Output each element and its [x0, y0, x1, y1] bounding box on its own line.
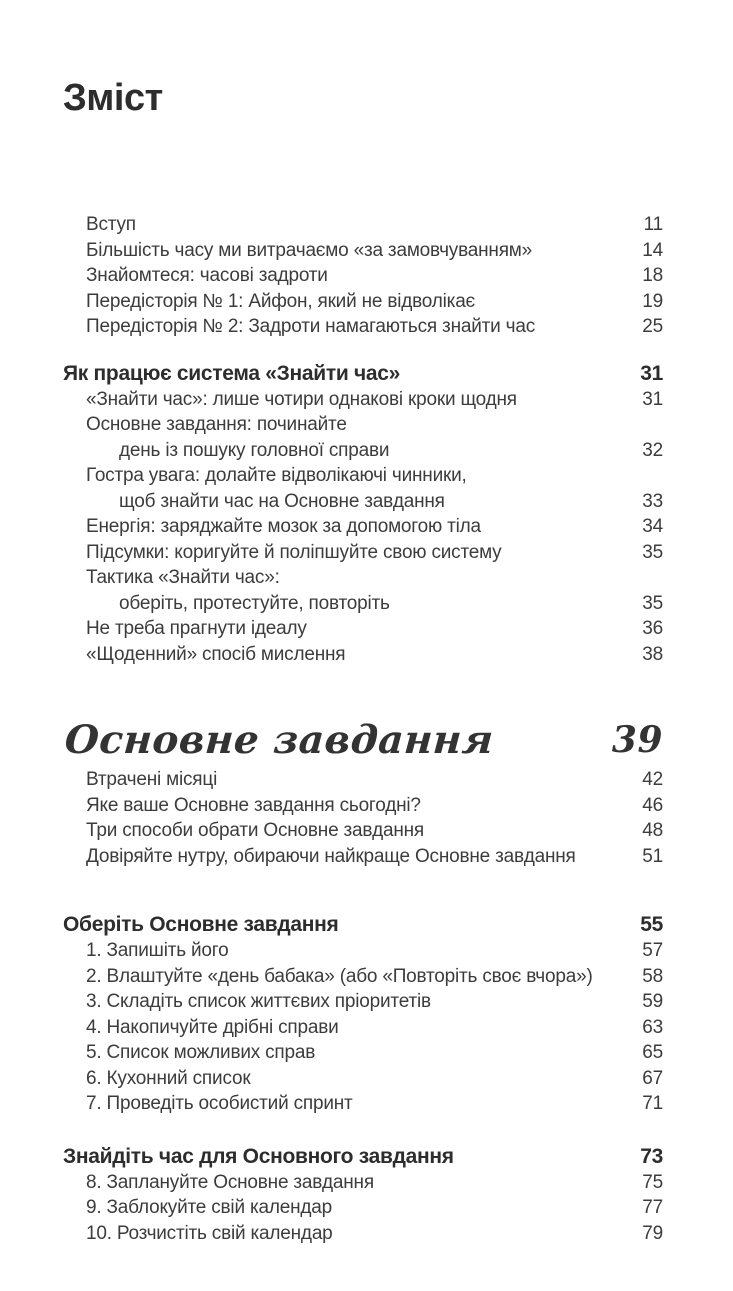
toc-entry-title: [63, 463, 632, 514]
toc-entry-line: Вступ: [86, 214, 136, 235]
toc-entry-title: [63, 263, 632, 289]
toc-entry-page-number: 32: [642, 439, 663, 461]
toc-entry-title: [63, 911, 630, 938]
toc-entry-line: 5. Список можливих справ: [86, 1042, 316, 1063]
toc-entry-line: 10. Розчистіть свій календар: [86, 1222, 333, 1244]
toc-entry-title: [63, 1091, 632, 1117]
toc-entry: [63, 412, 663, 463]
toc-entry-title: [63, 1195, 632, 1221]
toc-entry-title: [63, 989, 632, 1015]
toc-entry-line: Оберіть Основне завдання: [63, 913, 339, 936]
toc-entry-title: [63, 818, 632, 844]
toc-entry-title: [63, 1143, 630, 1170]
toc-entry-line: Не треба прагнути ідеалу: [86, 618, 307, 639]
toc-entry-line: Основне завдання: починайте: [86, 414, 347, 435]
toc-entry-page-number: 59: [642, 991, 663, 1012]
toc-entry-page-number: 51: [642, 845, 663, 867]
toc-entry-page-number: 25: [642, 316, 663, 337]
toc-entry-page-number: 63: [642, 1016, 663, 1038]
toc-entry: [63, 263, 663, 289]
toc-entry-title: [63, 540, 632, 566]
toc-section-highlight-chapter: [63, 713, 663, 869]
toc-entry-line: Тактика «Знайти час»:: [86, 567, 280, 588]
toc-entry-title: [63, 565, 632, 616]
toc-entry: [63, 1195, 663, 1221]
toc-entry-title: [63, 238, 632, 264]
toc-entry-page-number: 73: [640, 1144, 663, 1168]
toc-entry-line: «Щоденний» спосіб мислення: [86, 643, 346, 665]
toc-entry-title: [63, 1040, 632, 1066]
toc-entry-page-number: 39: [611, 719, 663, 761]
toc-entry-page-number: 35: [642, 541, 663, 563]
toc-entry: [63, 642, 663, 668]
toc-entry: [63, 540, 663, 566]
toc-entry: [63, 1015, 663, 1041]
toc-entry-page-number: 57: [642, 940, 663, 961]
toc-entry-page-number: 18: [642, 265, 663, 286]
toc-entry-page-number: 33: [642, 490, 663, 512]
toc-entry-page-number: 67: [642, 1067, 663, 1089]
toc-entry-line: щоб знайти час на Основне завдання: [119, 490, 445, 512]
toc-entry-line: 2. Влаштуйте «день бабака» (або «Повторіть своє вчора»): [86, 965, 593, 987]
toc-entry-title: [63, 616, 632, 642]
toc-entry-title: [63, 964, 632, 990]
toc-entry-title: [63, 212, 634, 238]
toc-entry: [63, 616, 663, 642]
toc-entry-line: Довіряйте нутру, обираючи найкраще Основне завдання: [86, 845, 576, 867]
toc-entry-line: Втрачені місяці: [86, 769, 218, 790]
toc-entry: [63, 1221, 663, 1247]
toc-entry-page-number: 46: [642, 794, 663, 816]
toc-entry-line: Більшість часу ми витрачаємо «за замовчуванням»: [86, 239, 533, 261]
toc-entry-title: [63, 1066, 632, 1092]
toc-entry-title: [63, 938, 632, 964]
toc-entry: [63, 514, 663, 540]
toc-entry-page-number: 31: [642, 388, 663, 410]
toc-entry: [63, 793, 663, 819]
toc-entry-line: «Знайти час»: лише чотири однакові кроки щодня: [86, 388, 517, 410]
toc-entry: [63, 1091, 663, 1117]
toc-entry-line: 6. Кухонний список: [86, 1067, 251, 1089]
toc-entry-line: Передісторія № 2: Задроти намагаються знайти час: [86, 316, 535, 337]
table-of-contents: [63, 212, 663, 1246]
toc-entry-line: Три способи обрати Основне завдання: [86, 820, 425, 841]
toc-entry: [63, 565, 663, 616]
toc-entry-page-number: 58: [642, 965, 663, 987]
toc-entry-title: [63, 387, 632, 413]
toc-entry-page-number: 71: [642, 1093, 663, 1114]
toc-entry: [63, 289, 663, 315]
toc-entry-line: 8. Заплануйте Основне завдання: [86, 1171, 374, 1193]
page-title: Зміст: [63, 77, 163, 119]
toc-entry-page-number: 36: [642, 618, 663, 639]
toc-section-intro: [63, 212, 663, 340]
toc-entry-page-number: 48: [642, 820, 663, 841]
toc-entry-line: Підсумки: коригуйте й поліпшуйте свою систему: [86, 541, 502, 563]
toc-entry-title: [63, 713, 602, 767]
toc-entry-title: [63, 412, 632, 463]
toc-entry-line: день із пошуку головної справи: [119, 439, 390, 461]
toc-chapter-header: [63, 713, 663, 767]
toc-entry-title: [63, 360, 630, 387]
toc-entry: [63, 989, 663, 1015]
toc-entry-page-number: 65: [642, 1042, 663, 1063]
toc-entry-title: [63, 514, 632, 540]
toc-entry-page-number: 42: [642, 769, 663, 790]
toc-entry-title: [63, 1015, 632, 1041]
toc-entry-line: Знайомтеся: часові задроти: [86, 265, 328, 286]
toc-entry-line: 7. Проведіть особистий спринт: [86, 1093, 353, 1114]
toc-entry: [63, 238, 663, 264]
toc-entry: [63, 844, 663, 870]
toc-entry-line: Яке ваше Основне завдання сьогодні?: [86, 794, 421, 816]
toc-entry-page-number: 77: [642, 1197, 663, 1218]
toc-entry-title: [63, 642, 632, 668]
toc-section-make-time-for-highlight: [63, 1143, 663, 1247]
toc-entry-line: 9. Заблокуйте свій календар: [86, 1197, 333, 1218]
toc-entry-page-number: 38: [642, 643, 663, 665]
toc-entry-title: [63, 793, 632, 819]
toc-entry: [63, 314, 663, 340]
toc-entry: [63, 767, 663, 793]
toc-entry-line: Знайдіть час для Основного завдання: [63, 1144, 454, 1168]
toc-entry-page-number: 11: [643, 214, 663, 235]
toc-entry: [63, 387, 663, 413]
toc-entry-page-number: 14: [642, 239, 663, 261]
toc-entry: [63, 938, 663, 964]
toc-entry-line: Передісторія № 1: Айфон, який не відволікає: [86, 290, 476, 312]
toc-entry-line: 3. Складіть список життєвих пріоритетів: [86, 991, 431, 1012]
toc-entry-line: Основне завдання: [63, 717, 496, 763]
toc-entry-line: Як працює система «Знайти час»: [63, 361, 400, 385]
toc-chapter-header: [63, 1143, 663, 1170]
toc-entry-line: Енергія: заряджайте мозок за допомогою тіла: [86, 516, 481, 537]
toc-entry: [63, 1170, 663, 1196]
toc-entry-line: 1. Запишіть його: [86, 940, 229, 961]
toc-entry-title: [63, 1221, 632, 1247]
toc-section-choose-highlight: [63, 911, 663, 1117]
toc-entry-page-number: 55: [640, 913, 663, 936]
toc-entry: [63, 1040, 663, 1066]
toc-entry-line: оберіть, протестуйте, повторіть: [119, 592, 390, 614]
toc-entry: [63, 1066, 663, 1092]
toc-entry: [63, 964, 663, 990]
toc-entry-page-number: 79: [642, 1222, 663, 1244]
toc-entry-line: 4. Накопичуйте дрібні справи: [86, 1016, 339, 1038]
toc-entry-title: [63, 289, 632, 315]
toc-entry-page-number: 31: [640, 361, 663, 385]
toc-chapter-header: [63, 360, 663, 387]
toc-entry: [63, 818, 663, 844]
toc-entry-page-number: 34: [642, 516, 663, 537]
toc-section-how-the-system-works: [63, 360, 663, 668]
toc-entry-line: Гостра увага: долайте відволікаючі чинники,: [86, 465, 467, 486]
toc-entry: [63, 463, 663, 514]
toc-chapter-header: [63, 911, 663, 938]
toc-entry-title: [63, 314, 632, 340]
toc-entry-title: [63, 844, 632, 870]
toc-entry-page-number: 75: [642, 1171, 663, 1193]
toc-entry-title: [63, 1170, 632, 1196]
toc-entry-page-number: 35: [642, 592, 663, 614]
toc-entry-page-number: 19: [642, 290, 663, 312]
toc-entry: [63, 212, 663, 238]
toc-entry-title: [63, 767, 632, 793]
